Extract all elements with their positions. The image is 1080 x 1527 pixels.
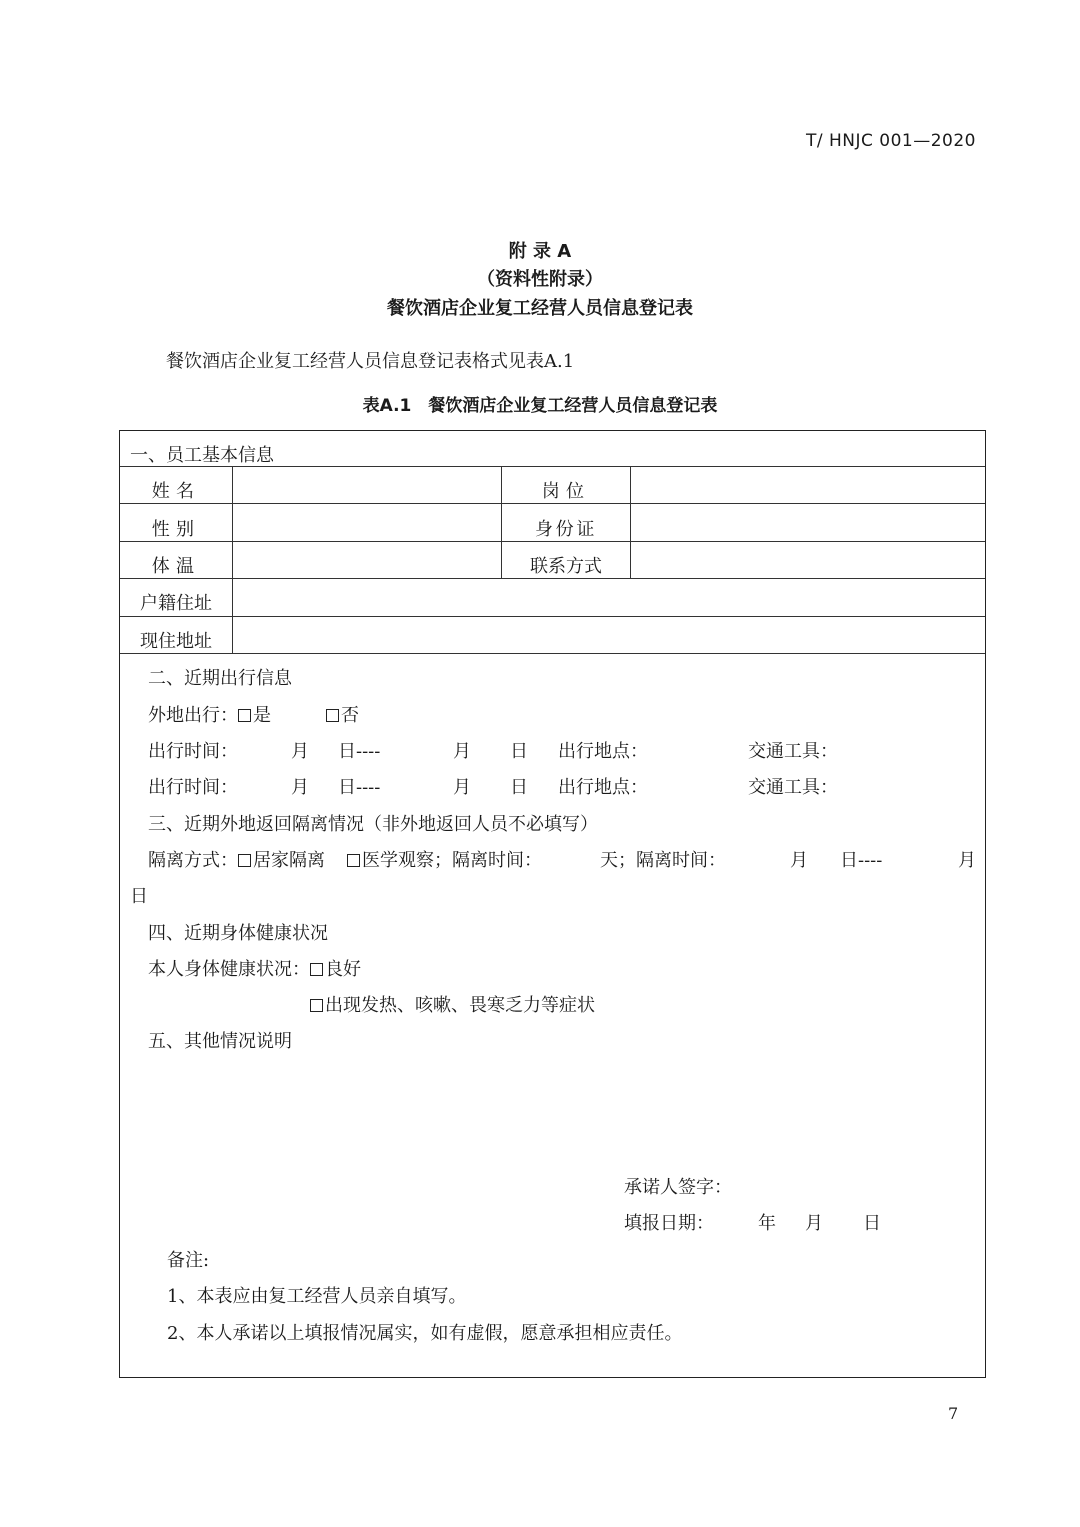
id-card-input[interactable]	[631, 504, 984, 540]
label-contact: 联系方式	[530, 556, 602, 577]
checkbox-medical-observation[interactable]	[347, 854, 360, 867]
quarantine-method-label: 隔离方式：	[148, 850, 238, 871]
name-input[interactable]	[233, 467, 500, 502]
appendix-name: 餐饮酒店企业复工经营人员信息登记表	[387, 298, 693, 319]
travel-day-from: 日----	[338, 741, 381, 762]
travel-label: 外地出行：	[148, 705, 238, 726]
current-address-input[interactable]	[233, 617, 984, 652]
contact-input[interactable]	[631, 542, 984, 577]
label-household-address: 户籍住址	[140, 593, 212, 614]
position-input[interactable]	[631, 467, 984, 502]
health-symptoms-label: 出现发热、咳嗽、畏寒乏力等症状	[325, 995, 595, 1016]
checkbox-home-quarantine[interactable]	[238, 854, 251, 867]
health-good-label: 良好	[325, 959, 361, 980]
health-symptoms	[310, 991, 595, 1017]
travel-question	[148, 701, 359, 727]
quarantine-day-to: 日	[130, 886, 148, 907]
travel-day-from: 日----	[338, 777, 381, 798]
standard-code: T/ HNJC 001—2020	[805, 131, 976, 151]
checkbox-travel-no[interactable]	[326, 709, 339, 722]
note-item: 1、本表应由复工经营人员亲自填写。	[167, 1286, 467, 1307]
travel-place-label: 出行地点：	[558, 741, 648, 762]
quarantine-month-from: 月	[790, 850, 808, 871]
medical-observation-label: 医学观察；隔离时间：	[362, 850, 542, 871]
signer-label: 承诺人签字：	[624, 1177, 732, 1198]
gender-input[interactable]	[233, 504, 500, 540]
travel-vehicle-label: 交通工具：	[748, 741, 838, 762]
date-year: 年	[758, 1213, 776, 1234]
checkbox-health-symptoms[interactable]	[310, 999, 323, 1012]
registration-form	[119, 430, 986, 1378]
travel-day-to: 日	[510, 741, 528, 762]
label-id-card: 身份证	[534, 519, 598, 540]
travel-month-from: 月	[291, 741, 309, 762]
travel-vehicle-label: 交通工具：	[748, 777, 838, 798]
label-current-address: 现住地址	[140, 631, 212, 652]
label-temperature: 体温	[151, 556, 201, 577]
table-caption: 表A.1 餐饮酒店企业复工经营人员信息登记表	[362, 396, 718, 416]
label-gender: 性别	[151, 519, 201, 540]
notes-label: 备注:	[167, 1250, 210, 1271]
quarantine-method	[148, 846, 542, 872]
appendix-title: 附 录 A	[508, 241, 572, 262]
travel-month-from: 月	[291, 777, 309, 798]
travel-day-to: 日	[510, 777, 528, 798]
section4-heading: 四、近期身体健康状况	[148, 923, 328, 944]
home-quarantine-label: 居家隔离	[253, 850, 325, 871]
intro-text: 餐饮酒店企业复工经营人员信息登记表格式见表A.1	[166, 351, 575, 372]
health-status-label: 本人身体健康状况：	[148, 959, 310, 980]
health-status	[148, 955, 361, 981]
travel-place-label: 出行地点：	[558, 777, 648, 798]
date-month: 月	[805, 1213, 823, 1234]
other-notes-area[interactable]	[148, 1057, 968, 1157]
quarantine-month-to: 月	[958, 850, 976, 871]
fill-date-label: 填报日期：	[624, 1213, 714, 1234]
label-name: 姓名	[151, 481, 201, 502]
travel-time-label: 出行时间：	[148, 741, 238, 762]
temperature-input[interactable]	[233, 542, 500, 577]
household-address-input[interactable]	[233, 579, 984, 615]
appendix-subtitle: （资料性附录）	[477, 269, 603, 290]
note-item: 2、本人承诺以上填报情况属实，如有虚假，愿意承担相应责任。	[167, 1323, 683, 1344]
travel-month-to: 月	[453, 777, 471, 798]
travel-time-label: 出行时间：	[148, 777, 238, 798]
row-divider	[120, 653, 985, 654]
section2-heading: 二、近期出行信息	[148, 668, 292, 689]
section3-heading: 三、近期外地返回隔离情况（非外地返回人员不必填写）	[148, 814, 598, 835]
date-day: 日	[863, 1213, 881, 1234]
quarantine-day-from: 日----	[840, 850, 883, 871]
checkbox-travel-yes[interactable]	[238, 709, 251, 722]
travel-month-to: 月	[453, 741, 471, 762]
label-position: 岗位	[541, 481, 591, 502]
section1-heading: 一、员工基本信息	[130, 445, 274, 466]
travel-yes-label: 是	[253, 705, 271, 726]
checkbox-health-good[interactable]	[310, 963, 323, 976]
signature-input[interactable]	[736, 1169, 956, 1197]
travel-no-label: 否	[341, 705, 359, 726]
quarantine-days-label: 天；隔离时间：	[600, 850, 726, 871]
page-number: 7	[948, 1404, 959, 1423]
section5-heading: 五、其他情况说明	[148, 1031, 292, 1052]
